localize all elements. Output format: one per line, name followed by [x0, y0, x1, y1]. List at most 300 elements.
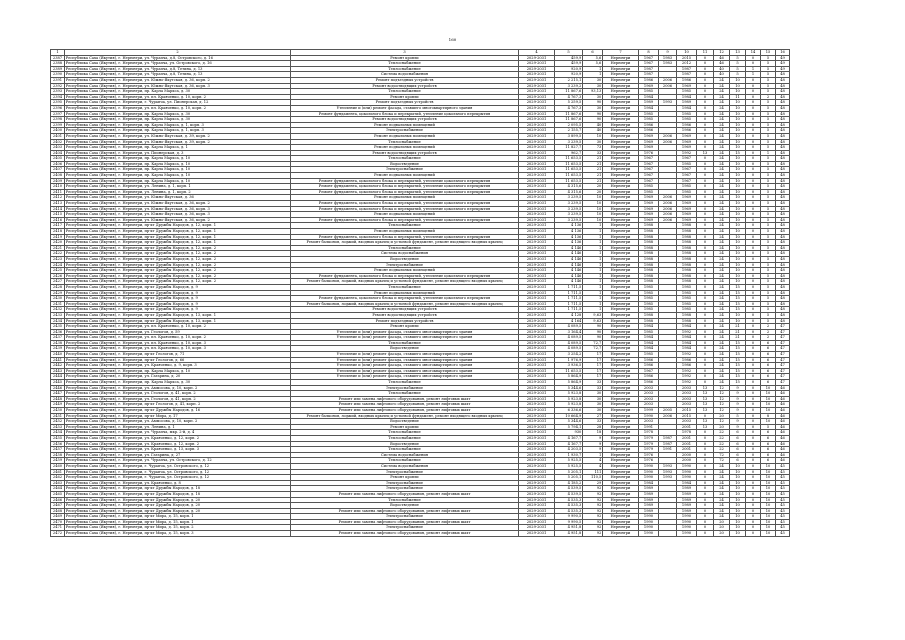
- table-cell: 1993: [659, 469, 677, 475]
- table-cell: 0: [697, 447, 714, 453]
- table-cell: 48: [776, 268, 790, 274]
- table-cell: 46: [776, 402, 790, 408]
- column-number-cell: 2: [65, 50, 291, 56]
- table-cell: 20: [714, 519, 730, 525]
- table-cell: 2465: [51, 491, 65, 497]
- table-cell: 2029-2031: [519, 234, 555, 240]
- table-cell: Ремонт фундамента, цокольного блока и перекрытий, утепление цокольного перекрытия: [291, 201, 519, 207]
- table-cell: 48: [776, 217, 790, 223]
- table-cell: 0: [746, 352, 761, 358]
- table-cell: 3 164,4: [555, 329, 583, 335]
- table-cell: Нерюнгри: [603, 212, 639, 218]
- table-cell: 0: [697, 324, 714, 330]
- table-cell: 0: [697, 284, 714, 290]
- column-number-cell: 4: [519, 50, 555, 56]
- table-cell: 10: [761, 508, 776, 514]
- table-cell: 2468: [51, 508, 65, 514]
- table-cell: 2029-2031: [519, 531, 555, 537]
- table-cell: 0: [697, 380, 714, 386]
- table-cell: 48: [776, 156, 790, 162]
- table-cell: 24: [714, 357, 730, 363]
- table-cell: Нерюнгри: [603, 150, 639, 156]
- table-cell: 15: [730, 380, 746, 386]
- table-cell: Утепление и (или) ремонт фасада, ставшего многоквартирного здания: [291, 357, 519, 363]
- table-cell: 24: [714, 234, 730, 240]
- table-cell: 5 344,6: [555, 419, 583, 425]
- table-cell: 5: [761, 83, 776, 89]
- table-cell: 47: [776, 340, 790, 346]
- table-cell: Ремонт фундамента, цокольного блока и перекрытий, утепление цокольного перекрытия: [291, 296, 519, 302]
- table-cell: Нерюнгри: [603, 324, 639, 330]
- table-cell: Теплоснабжение: [291, 156, 519, 162]
- table-cell: Республика Саха (Якутия), г. Нерюнгри, пр-кт Дружбы Народов, д. 9: [65, 296, 291, 302]
- table-cell: 1967: [639, 61, 659, 67]
- table-cell: 2029-2031: [519, 447, 555, 453]
- table-cell: 4: [583, 463, 603, 469]
- table-cell: 6: [761, 458, 776, 464]
- table-cell: 2422: [51, 251, 65, 257]
- table-cell: 2435: [51, 324, 65, 330]
- table-cell: Нерюнгри: [603, 480, 639, 486]
- table-cell: 110,5: [583, 475, 603, 481]
- table-cell: Утепление и (или) ремонт фасада, ставшего многоквартирного здания: [291, 329, 519, 335]
- table-cell: 5 205,1: [555, 469, 583, 475]
- table-cell: 1990: [639, 413, 659, 419]
- table-cell: Республика Саха (Якутия), г. Нерюнгри, пр-кт Дружбы Народов, д. 12, корп. 2: [65, 268, 291, 274]
- table-cell: Нерюнгри: [603, 396, 639, 402]
- table-cell: 4 136: [555, 229, 583, 235]
- table-cell: 2006: [659, 83, 677, 89]
- table-cell: 1988: [677, 229, 697, 235]
- table-cell: 5 794,1: [555, 424, 583, 430]
- table-cell: 24: [714, 206, 730, 212]
- table-cell: 2003: [677, 385, 697, 391]
- table-cell: Республика Саха (Якутия), г. Нерюнгри, ул. Южно-Якутская, д. 36, корп. 2: [65, 217, 291, 223]
- table-cell: 30: [583, 408, 603, 414]
- table-cell: 0: [746, 161, 761, 167]
- table-cell: Республика Саха (Якутия), г. Нерюнгри, ул. пл. Кравченко, д. 10, корп. 2: [65, 94, 291, 100]
- table-cell: 1967: [639, 161, 659, 167]
- table-cell: Нерюнгри: [603, 475, 639, 481]
- table-cell: 1993: [659, 475, 677, 481]
- table-cell: 0: [746, 396, 761, 402]
- table-cell: 92: [583, 531, 603, 537]
- table-cell: 1985: [677, 189, 697, 195]
- table-cell: 5: [761, 424, 776, 430]
- table-cell: 48: [776, 201, 790, 207]
- table-cell: Республика Саха (Якутия), г. Нерюнгри, пр-кт Геологов, д. 71: [65, 352, 291, 358]
- table-cell: 92: [583, 486, 603, 492]
- table-cell: 13: [697, 150, 714, 156]
- table-cell: 24: [714, 503, 730, 509]
- table-cell: 2401: [51, 133, 65, 139]
- table-cell: 1969: [677, 206, 697, 212]
- table-cell: 15: [730, 301, 746, 307]
- table-cell: 0: [746, 55, 761, 61]
- table-cell: 2029-2031: [519, 352, 555, 358]
- table-cell: 0: [746, 497, 761, 503]
- table-cell: 2393: [51, 89, 65, 95]
- table-cell: 0: [697, 100, 714, 106]
- table-cell: 72,7: [583, 340, 603, 346]
- table-cell: 40: [583, 128, 603, 134]
- table-cell: 10: [761, 486, 776, 492]
- table-cell: 2029-2031: [519, 111, 555, 117]
- table-cell: 1985: [677, 117, 697, 123]
- table-cell: 1987: [639, 72, 659, 78]
- table-cell: 4 089,5: [555, 335, 583, 341]
- table-cell: 46: [776, 458, 790, 464]
- table-cell: 10: [730, 223, 746, 229]
- table-cell: 2029-2031: [519, 189, 555, 195]
- table-cell: 1987: [639, 66, 659, 72]
- table-cell: 40: [714, 66, 730, 72]
- table-cell: Республика Саха (Якутия), г. Нерюнгри, пр-кт Дружбы Народов, д. 20: [65, 503, 291, 509]
- table-cell: 1985: [677, 161, 697, 167]
- table-cell: 24: [714, 301, 730, 307]
- table-cell: 4 136: [555, 240, 583, 246]
- table-cell: Республика Саха (Якутия), г. Нерюнгри, ул. Чурапча, мкр. 2-й, д. 4: [65, 430, 291, 436]
- table-cell: 3 239,5: [555, 201, 583, 207]
- table-cell: 24: [714, 463, 730, 469]
- table-cell: 2419: [51, 234, 65, 240]
- table-cell: 4 535,3: [555, 497, 583, 503]
- table-cell: 2029-2031: [519, 452, 555, 458]
- table-cell: 1985: [639, 301, 659, 307]
- table-cell: 2003: [639, 396, 659, 402]
- table-cell: 0: [746, 184, 761, 190]
- table-cell: 5: [761, 100, 776, 106]
- table-cell: [659, 531, 677, 537]
- table-cell: 48: [776, 167, 790, 173]
- table-cell: 0: [746, 424, 761, 430]
- table-cell: 24: [714, 307, 730, 313]
- table-cell: 46: [776, 419, 790, 425]
- table-cell: 10: [761, 475, 776, 481]
- table-cell: 10: [730, 83, 746, 89]
- table-cell: 2459: [51, 458, 65, 464]
- table-cell: 3 239,2: [555, 83, 583, 89]
- table-cell: 2403: [51, 145, 65, 151]
- table-cell: 48: [776, 139, 790, 145]
- table-cell: Ремонт кровли: [291, 324, 519, 330]
- table-cell: 0: [697, 223, 714, 229]
- table-cell: Нерюнгри: [603, 273, 639, 279]
- table-cell: Нерюнгри: [603, 139, 639, 145]
- table-cell: 2001: [677, 447, 697, 453]
- table-cell: 4 089,5: [555, 340, 583, 346]
- table-cell: 2: [761, 335, 776, 341]
- table-cell: 2029-2031: [519, 357, 555, 363]
- table-cell: 0: [746, 284, 761, 290]
- table-cell: 0: [746, 296, 761, 302]
- table-cell: 1: [583, 452, 603, 458]
- table-cell: 5 925,5: [555, 463, 583, 469]
- table-cell: 0: [746, 223, 761, 229]
- table-cell: 4 146: [555, 256, 583, 262]
- table-cell: 1985: [677, 307, 697, 313]
- table-cell: 2029-2031: [519, 486, 555, 492]
- table-cell: 20: [714, 424, 730, 430]
- table-cell: Республика Саха (Якутия), г. Нерюнгри, пр-кт Мира, д. 15, корп. 1: [65, 514, 291, 520]
- table-cell: Республика Саха (Якутия), г. Нерюнгри, пр-кт Дружбы Народов, д. 12, корп. 1: [65, 223, 291, 229]
- table-cell: 5: [730, 72, 746, 78]
- table-cell: 5: [761, 145, 776, 151]
- table-cell: 1969: [677, 145, 697, 151]
- table-cell: 2029-2031: [519, 72, 555, 78]
- table-cell: 1988: [639, 240, 659, 246]
- table-cell: 2472: [51, 531, 65, 537]
- table-cell: 2: [761, 324, 776, 330]
- table-cell: 5 864,9: [555, 374, 583, 380]
- table-cell: 6: [761, 435, 776, 441]
- table-cell: 47: [776, 329, 790, 335]
- table-cell: 1991: [659, 447, 677, 453]
- table-cell: Ремонт подвальных помещений: [291, 133, 519, 139]
- table-cell: 45: [776, 469, 790, 475]
- table-cell: 0: [697, 452, 714, 458]
- table-cell: 40: [583, 122, 603, 128]
- column-number-cell: 13: [730, 50, 746, 56]
- table-cell: Нерюнгри: [603, 340, 639, 346]
- table-cell: 5: [761, 156, 776, 162]
- table-cell: 2006: [659, 206, 677, 212]
- table-cell: Республика Саха (Якутия), г. Нерюнгри, ул. пл. Кравченко, д. 10, корп. 2: [65, 335, 291, 341]
- table-cell: 2436: [51, 329, 65, 335]
- table-cell: 0: [697, 268, 714, 274]
- table-cell: 2003: [677, 391, 697, 397]
- table-cell: Нерюнгри: [603, 111, 639, 117]
- table-cell: 1985: [677, 284, 697, 290]
- table-cell: 92: [583, 519, 603, 525]
- table-cell: 48: [776, 284, 790, 290]
- table-cell: Утепление и (или) ремонт фасада, ставшего многоквартирного здания: [291, 105, 519, 111]
- table-cell: 2029-2031: [519, 525, 555, 531]
- table-cell: 2433: [51, 312, 65, 318]
- table-cell: 24: [714, 256, 730, 262]
- table-cell: 1989: [677, 486, 697, 492]
- table-cell: 2443: [51, 368, 65, 374]
- table-cell: 5: [761, 117, 776, 123]
- table-cell: 0: [697, 318, 714, 324]
- table-cell: 10: [730, 475, 746, 481]
- table-cell: Ремонт подъездных устройств: [291, 318, 519, 324]
- table-cell: 1988: [677, 240, 697, 246]
- table-cell: 0: [697, 491, 714, 497]
- table-cell: 0: [746, 452, 761, 458]
- table-cell: Теплоснабжение: [291, 380, 519, 386]
- table-cell: 1986: [639, 357, 659, 363]
- table-cell: Республика Саха (Якутия), г. Нерюнгри, ул. Чурапча, ул. Островского, д. 16: [65, 61, 291, 67]
- table-body: [51, 55, 790, 536]
- table-cell: 2029-2031: [519, 262, 555, 268]
- table-cell: Нерюнгри: [603, 447, 639, 453]
- table-cell: 10: [730, 268, 746, 274]
- table-cell: 2029-2031: [519, 212, 555, 218]
- table-cell: 0: [746, 178, 761, 184]
- table-cell: 0: [697, 340, 714, 346]
- table-cell: 48: [776, 178, 790, 184]
- table-cell: 0: [697, 262, 714, 268]
- table-cell: 30: [583, 391, 603, 397]
- table-cell: 9 990,5: [555, 519, 583, 525]
- table-cell: 1990: [639, 514, 659, 520]
- table-cell: 1986: [639, 77, 659, 83]
- table-cell: 48: [776, 133, 790, 139]
- table-cell: 2429: [51, 290, 65, 296]
- table-cell: 24: [714, 178, 730, 184]
- table-cell: 5: [761, 133, 776, 139]
- table-cell: 2029-2031: [519, 324, 555, 330]
- table-cell: Утепление и (или) ремонт фасада, ставшего многоквартирного здания: [291, 335, 519, 341]
- table-cell: 0: [746, 117, 761, 123]
- table-cell: 24: [714, 195, 730, 201]
- table-cell: 2412: [51, 195, 65, 201]
- table-cell: 0: [746, 469, 761, 475]
- table-cell: 6: [730, 452, 746, 458]
- table-cell: Республика Саха (Якутия), г. Нерюнгри, г. Чурапча, ул. Пионерская, д. 12: [65, 100, 291, 106]
- table-cell: 1: [583, 245, 603, 251]
- table-cell: 45: [776, 480, 790, 486]
- table-cell: 24: [714, 77, 730, 83]
- table-cell: 1988: [677, 251, 697, 257]
- table-cell: 2432: [51, 307, 65, 313]
- table-cell: Система водоснабжения: [291, 463, 519, 469]
- table-cell: 1983: [659, 55, 677, 61]
- table-cell: 45: [776, 531, 790, 537]
- table-cell: 2431: [51, 301, 65, 307]
- table-cell: 92: [583, 525, 603, 531]
- table-cell: Ремонт или замена лифтового оборудования, ремонт лифтовых шахт: [291, 531, 519, 537]
- table-cell: 2388: [51, 61, 65, 67]
- table-cell: Теплоснабжение: [291, 435, 519, 441]
- table-cell: 0: [746, 508, 761, 514]
- table-cell: 5: [761, 251, 776, 257]
- table-cell: 459,9: [555, 55, 583, 61]
- table-cell: Нерюнгри: [603, 335, 639, 341]
- table-cell: Водоотведение: [291, 441, 519, 447]
- table-cell: 0: [697, 352, 714, 358]
- table-cell: Ремонт фундамента, цокольного блока и перекрытий, утепление цокольного перекрытия: [291, 273, 519, 279]
- table-cell: 11 653,5: [555, 173, 583, 179]
- table-cell: 5: [761, 72, 776, 78]
- table-cell: 9: [730, 408, 746, 414]
- table-cell: 1988: [639, 268, 659, 274]
- table-cell: 1969: [677, 212, 697, 218]
- table-cell: Электроснабжение: [291, 167, 519, 173]
- table-cell: 1987: [659, 435, 677, 441]
- table-cell: Республика Саха (Якутия), г. Нерюнгри, пр-кт Дружбы Народов, д. 13, корп. 1: [65, 318, 291, 324]
- table-cell: 0: [697, 413, 714, 419]
- table-cell: Ремонт подвальных помещений: [291, 229, 519, 235]
- table-cell: 72,7: [583, 346, 603, 352]
- table-cell: 0: [746, 212, 761, 218]
- table-cell: 10: [730, 279, 746, 285]
- table-cell: 0: [746, 145, 761, 151]
- table-cell: 0: [697, 435, 714, 441]
- table-cell: 10: [761, 469, 776, 475]
- table-cell: 1988: [677, 273, 697, 279]
- table-cell: 48: [776, 184, 790, 190]
- table-cell: 10: [730, 167, 746, 173]
- table-cell: Нерюнгри: [603, 307, 639, 313]
- table-cell: 2029-2031: [519, 173, 555, 179]
- table-cell: 24: [714, 329, 730, 335]
- table-cell: 1985: [639, 296, 659, 302]
- table-cell: 2427: [51, 279, 65, 285]
- table-cell: Нерюнгри: [603, 256, 639, 262]
- table-cell: 2029-2031: [519, 133, 555, 139]
- table-cell: 48: [776, 251, 790, 257]
- table-cell: 0: [697, 184, 714, 190]
- table-cell: 49: [776, 66, 790, 72]
- table-cell: 10: [730, 519, 746, 525]
- table-cell: 0: [697, 458, 714, 464]
- table-cell: Теплоснабжение: [291, 497, 519, 503]
- table-cell: 0: [746, 368, 761, 374]
- table-cell: 24: [714, 352, 730, 358]
- table-cell: 2394: [51, 94, 65, 100]
- table-cell: 0: [746, 83, 761, 89]
- table-cell: Теплоснабжение: [291, 391, 519, 397]
- table-cell: Нерюнгри: [603, 312, 639, 318]
- table-cell: 17: [583, 352, 603, 358]
- table-cell: 1992: [677, 150, 697, 156]
- table-cell: Ремонт фундамента, цокольного блока и перекрытий, утепление цокольного перекрытия: [291, 234, 519, 240]
- table-cell: Республика Саха (Якутия), г. Нерюнгри, ул. пл. Кравченко, д. 10, корп. 3: [65, 346, 291, 352]
- table-cell: 0: [697, 77, 714, 83]
- table-cell: 0: [697, 89, 714, 95]
- table-cell: 1989: [639, 486, 659, 492]
- capital-repair-register-table: [50, 49, 790, 537]
- table-cell: 1969: [639, 139, 659, 145]
- table-cell: 48: [776, 150, 790, 156]
- table-cell: 2029-2031: [519, 385, 555, 391]
- table-cell: 4 539,5: [555, 486, 583, 492]
- table-cell: Электроснабжение: [291, 525, 519, 531]
- table-cell: 5 205,1: [555, 475, 583, 481]
- table-cell: 4 767,3: [555, 94, 583, 100]
- table-cell: 0: [697, 374, 714, 380]
- table-cell: 1: [583, 240, 603, 246]
- table-cell: 2029-2031: [519, 229, 555, 235]
- table-cell: 1990: [677, 514, 697, 520]
- table-cell: 1: [746, 66, 761, 72]
- table-cell: 46: [714, 55, 730, 61]
- table-cell: 5: [761, 312, 776, 318]
- table-cell: 1969: [639, 195, 659, 201]
- table-cell: 24: [714, 363, 730, 369]
- table-cell: 0: [746, 94, 761, 100]
- table-cell: 24: [714, 251, 730, 257]
- table-cell: 10: [761, 497, 776, 503]
- table-cell: 24: [714, 346, 730, 352]
- table-cell: 2437: [51, 335, 65, 341]
- table-cell: Республика Саха (Якутия), г. Нерюнгри, пр-кт Дружбы Народов, д. 20: [65, 508, 291, 514]
- table-cell: 5 923,8: [555, 396, 583, 402]
- table-cell: 1984: [639, 480, 659, 486]
- table-cell: 1990: [677, 531, 697, 537]
- table-cell: 5 864,9: [555, 380, 583, 386]
- table-cell: 2029-2031: [519, 480, 555, 486]
- table-cell: Электроснабжение: [291, 486, 519, 492]
- table-cell: Ремонт подвальных помещений: [291, 173, 519, 179]
- table-cell: 5: [761, 217, 776, 223]
- table-cell: 3 899,5: [555, 133, 583, 139]
- table-cell: Республика Саха (Якутия), г. Нерюнгри, ул. Кравченко, д. 13, корп. 3: [65, 447, 291, 453]
- table-cell: Республика Саха (Якутия), г. Нерюнгри, ул. Пионерская, д. 3: [65, 150, 291, 156]
- table-cell: Нерюнгри: [603, 223, 639, 229]
